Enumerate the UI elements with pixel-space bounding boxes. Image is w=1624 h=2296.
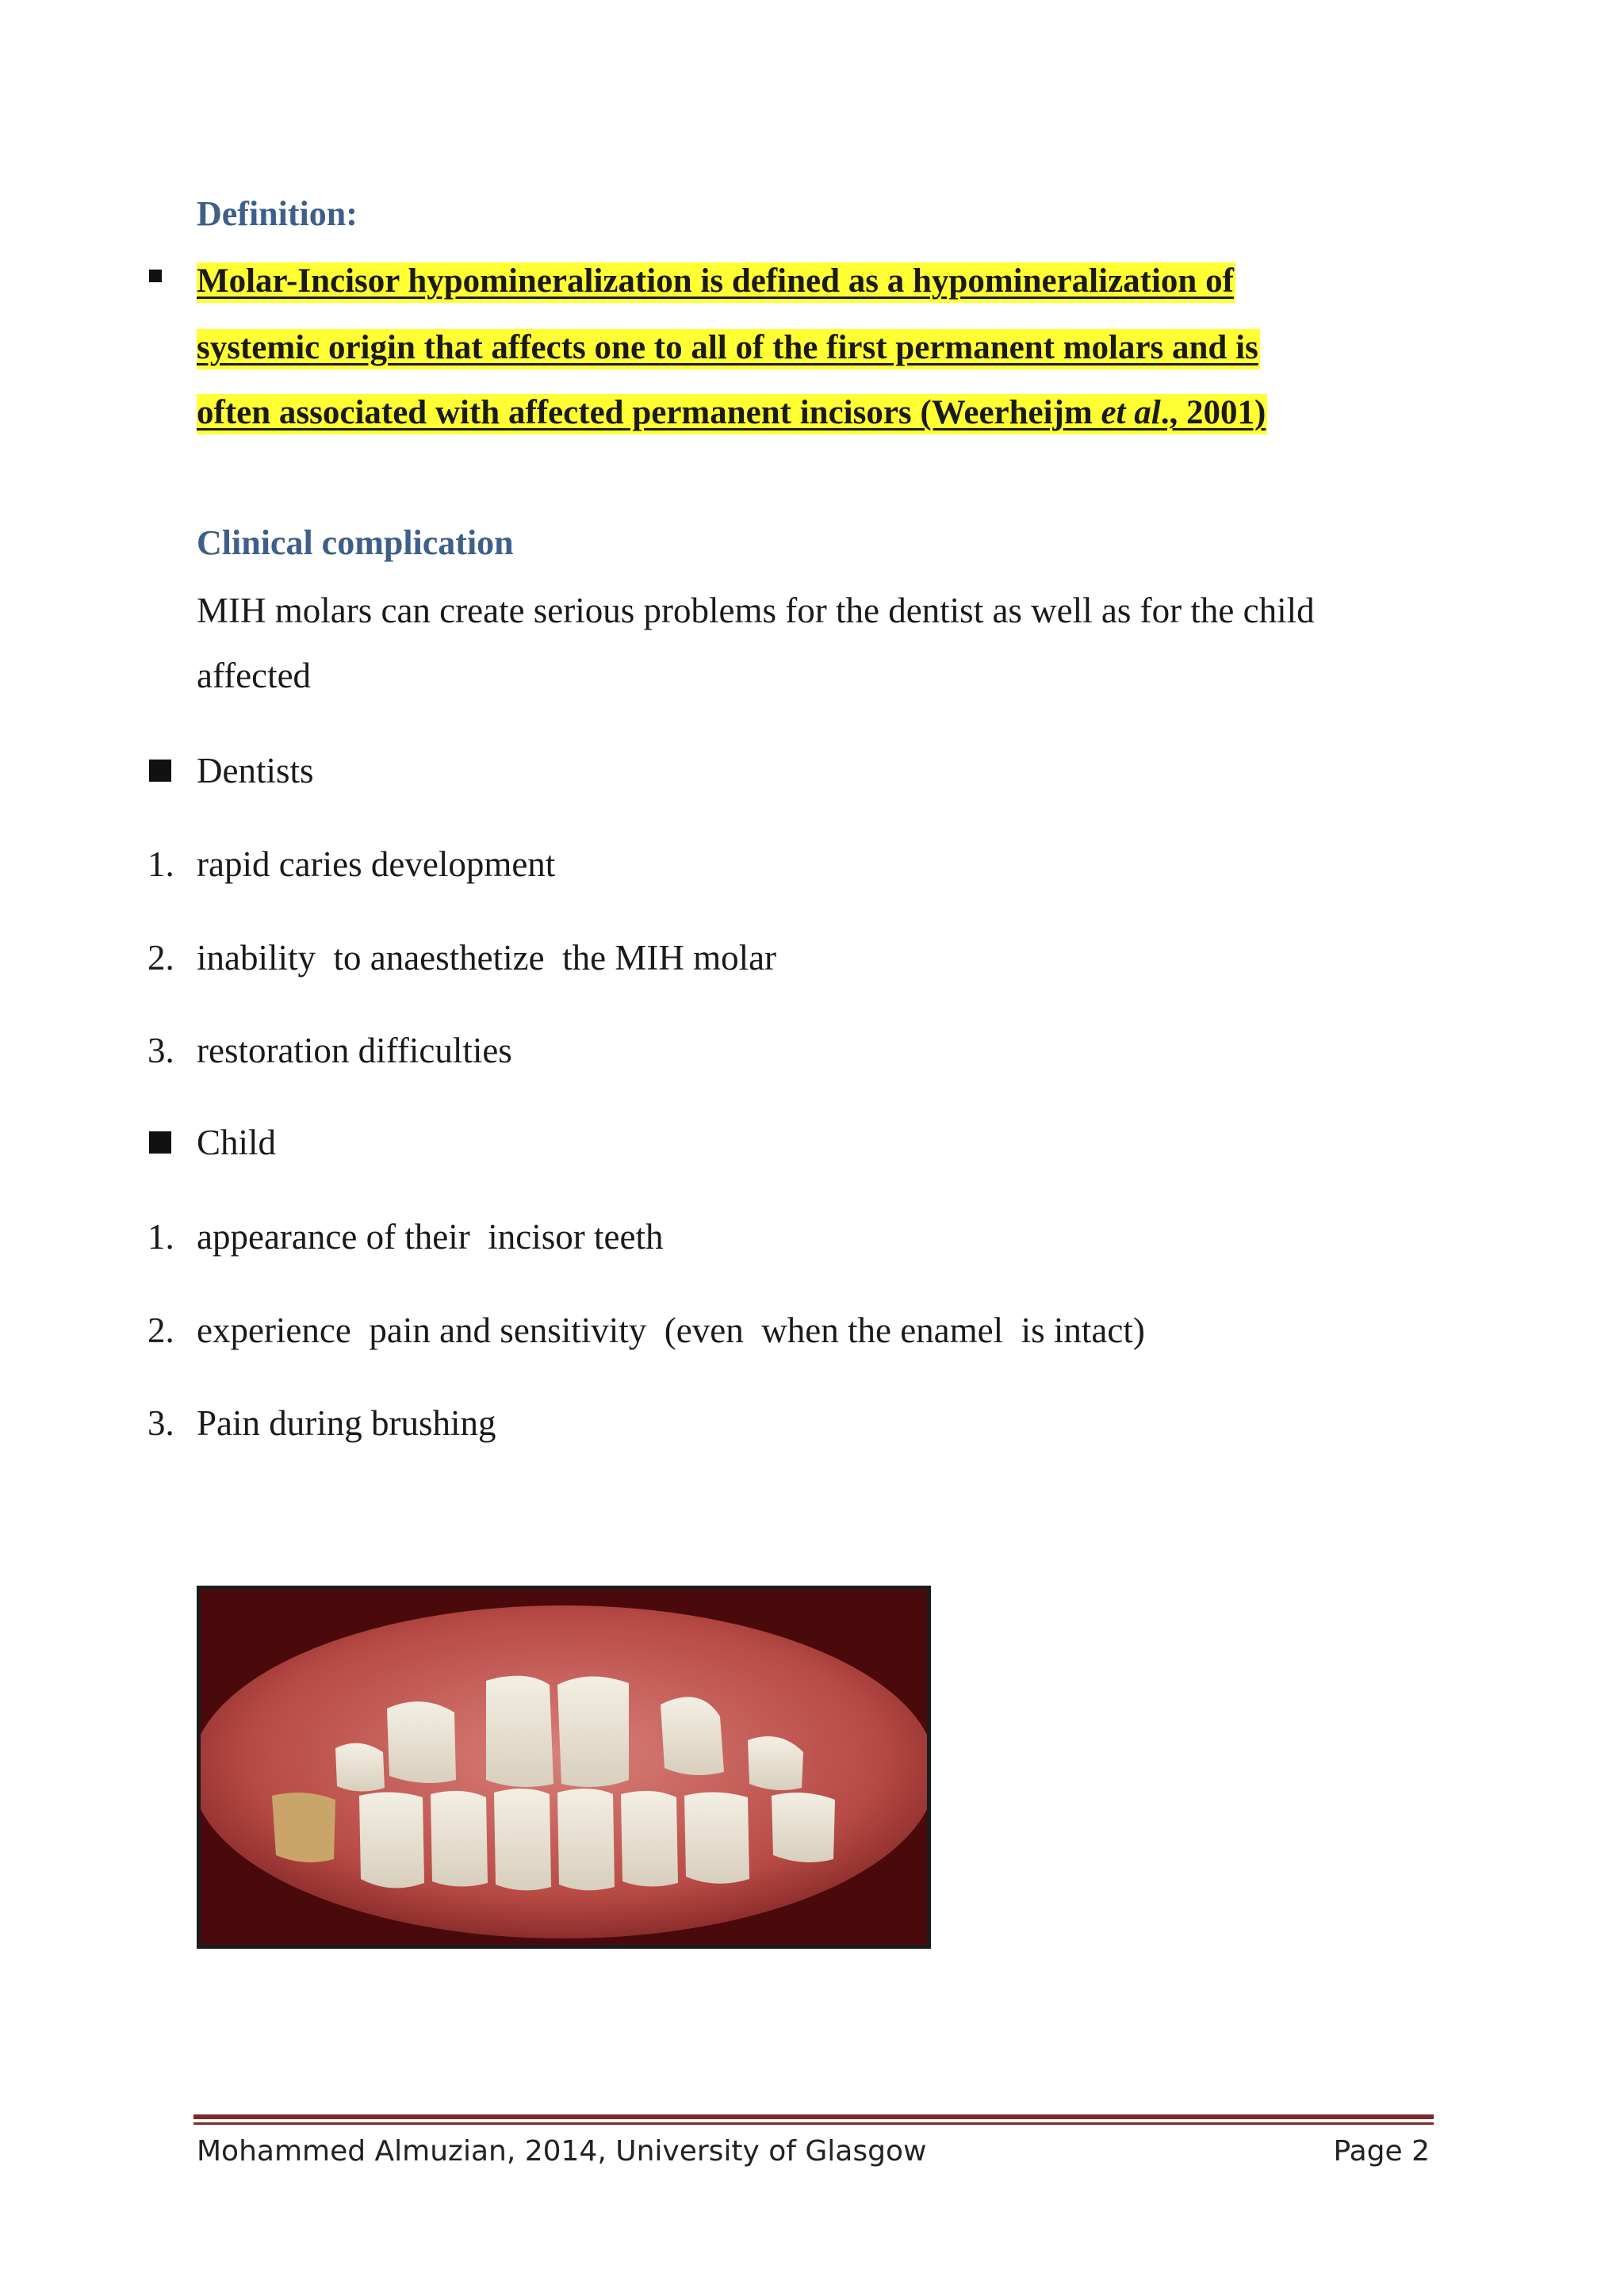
list-item-number: 3. <box>147 1031 174 1070</box>
footer-rule-thin <box>193 2122 1434 2125</box>
group-label-child: Child <box>197 1123 277 1162</box>
square-bullet-icon <box>149 1131 171 1154</box>
definition-line-3-prefix: often associated with affected permanent incisors (Weerheijm <box>197 394 1101 431</box>
definition-heading: Definition: <box>197 194 358 233</box>
definition-line-1 <box>197 258 1235 304</box>
list-item-number: 2. <box>147 938 174 978</box>
definition-line-3 <box>197 390 1267 436</box>
list-item: rapid caries development <box>197 844 556 884</box>
definition-line-2 <box>197 325 1260 371</box>
list-item: restoration difficulties <box>197 1031 512 1070</box>
clinical-intro-line-1: MIH molars can create serious problems for the dentist as well as for the child <box>197 591 1315 630</box>
definition-line-1-text: Molar-Incisor hypomineralization is defined as a hypomineralization of <box>197 262 1235 303</box>
list-item-number: 1. <box>147 844 174 884</box>
list-item: inability to anaesthetize the MIH molar <box>197 938 777 978</box>
definition-line-3-italic: et al <box>1101 394 1161 431</box>
teeth-photo <box>197 1586 931 1949</box>
square-bullet-icon <box>149 760 171 782</box>
list-item: Pain during brushing <box>197 1403 496 1443</box>
list-item: experience pain and sensitivity (even when the enamel is intact) <box>197 1311 1145 1350</box>
list-item: appearance of their incisor teeth <box>197 1217 664 1257</box>
definition-line-3-suffix: ., 2001) <box>1160 394 1266 431</box>
footer-page-number: Page 2 <box>1333 2135 1430 2168</box>
footer-rule <box>193 2114 1434 2119</box>
list-item-number: 1. <box>147 1217 174 1257</box>
list-item-number: 3. <box>147 1403 174 1443</box>
list-item-number: 2. <box>147 1311 174 1350</box>
teeth-illustration <box>201 1590 927 1945</box>
clinical-heading: Clinical complication <box>197 523 514 562</box>
clinical-intro-line-2: affected <box>197 656 312 695</box>
group-label-dentists: Dentists <box>197 751 314 790</box>
definition-line-2-text: systemic origin that affects one to all of the first permanent molars and is <box>197 329 1260 369</box>
footer-author: Mohammed Almuzian, 2014, University of Glasgow <box>197 2135 927 2168</box>
square-bullet-icon <box>149 270 162 282</box>
